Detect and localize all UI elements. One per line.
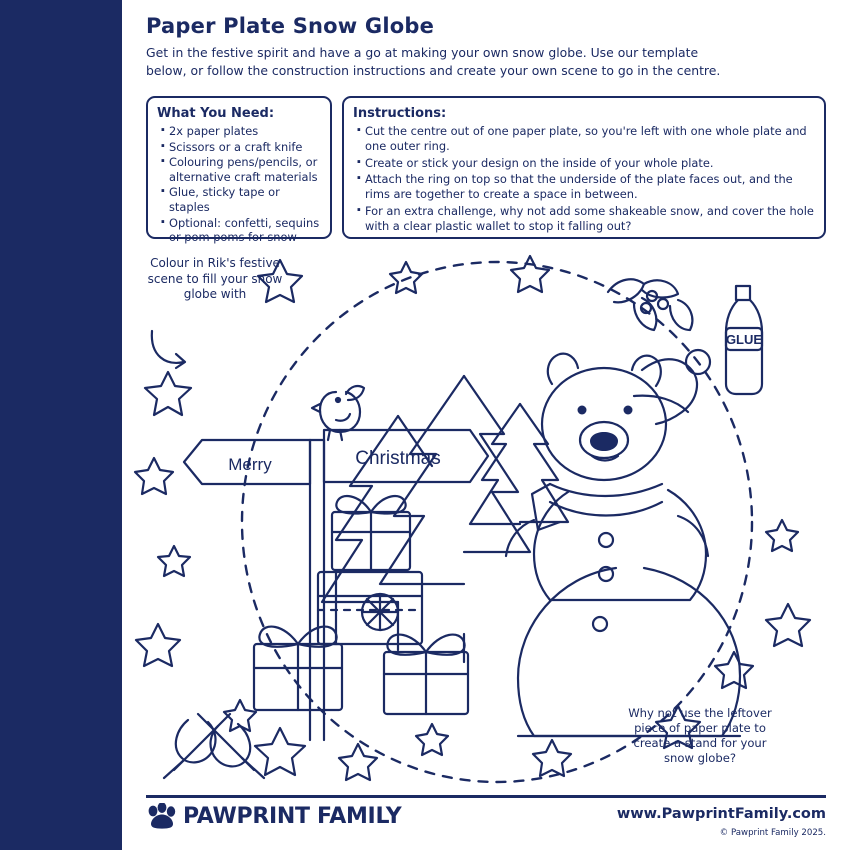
brand-name: PAWPRINT FAMILY [183,803,402,829]
list-item: · Cut the centre out of one paper plate, so you're left with one whole plate and one outer ring. [353,124,815,154]
page-subtitle: Get in the festive spirit and have a go at making your own snow globe. Use our template below, or follow the construction instructions and create your own scene to go in the centre. [146,45,721,78]
list-item: · 2x paper plates [157,124,321,139]
list-item: · Create or stick your design on the inside of your whole plate. [353,156,815,171]
brand-logo[interactable] [146,803,401,829]
signpost-right-label: Christmas [355,448,441,469]
glue-label: GLUE [725,332,763,347]
star-icon [339,744,377,780]
list-item: · Scissors or a craft knife [157,140,321,155]
what-you-need-title: What You Need: [157,106,275,121]
list-item: · For an extra challenge, why not add some shakeable snow, and cover the hole with a clear plastic wallet to stop it falling out? [353,204,815,234]
star-icon [511,256,549,292]
instructions-box [342,96,826,239]
star-icon [656,706,700,748]
star-icon [390,262,422,293]
what-you-need-list [157,124,321,245]
footer-divider [146,795,826,798]
left-margin-bar [0,0,122,850]
christmas-tree-icon [470,404,568,524]
present-icon [384,635,468,714]
star-icon [145,372,191,415]
list-item: · Colouring pens/pencils, or alternative craft materials [157,155,321,184]
list-item: · Optional: confetti, sequins or pom poms for snow [157,216,321,245]
holly-icon [608,279,692,330]
star-icon [158,546,190,576]
star-icon [255,728,305,775]
colouring-artwork [122,244,850,794]
star-icon [766,604,810,646]
worksheet-sheet [122,0,850,850]
robin-icon [312,386,364,440]
pawprint-icon [146,803,176,829]
glue-bottle-icon [726,286,762,394]
instructions-list [353,124,815,234]
star-icon [533,740,571,776]
star-icon [416,724,448,755]
present-icon [332,496,410,570]
copyright-text: © Pawprint Family 2025. [719,828,826,838]
signpost-left-label: Merry [228,455,272,474]
star-icon [715,652,753,688]
list-item: · Attach the ring on top so that the underside of the plate faces out, and the rims are together to create a space in between. [353,172,815,202]
list-item: · Glue, sticky tape or staples [157,185,321,214]
star-icon [258,260,302,302]
star-icon [135,458,173,494]
page-title: Paper Plate Snow Globe [146,14,435,38]
what-you-need-box [146,96,332,245]
website-link[interactable]: www.PawprintFamily.com [616,806,826,822]
curved-arrow-icon [152,331,185,368]
colour-in-note: Colour in Rik's festive scene to fill your snow globe with [147,256,283,301]
instructions-title: Instructions: [353,106,447,121]
snow-globe-dashed-circle [242,262,752,782]
christmas-tree-icon [380,376,530,662]
star-icon [136,624,180,666]
star-icon [766,520,798,551]
stand-note: Why not use the leftover piece of paper plate to create a stand for your snow globe? [628,706,772,765]
present-icon [254,627,342,710]
snowman-icon [506,350,740,736]
